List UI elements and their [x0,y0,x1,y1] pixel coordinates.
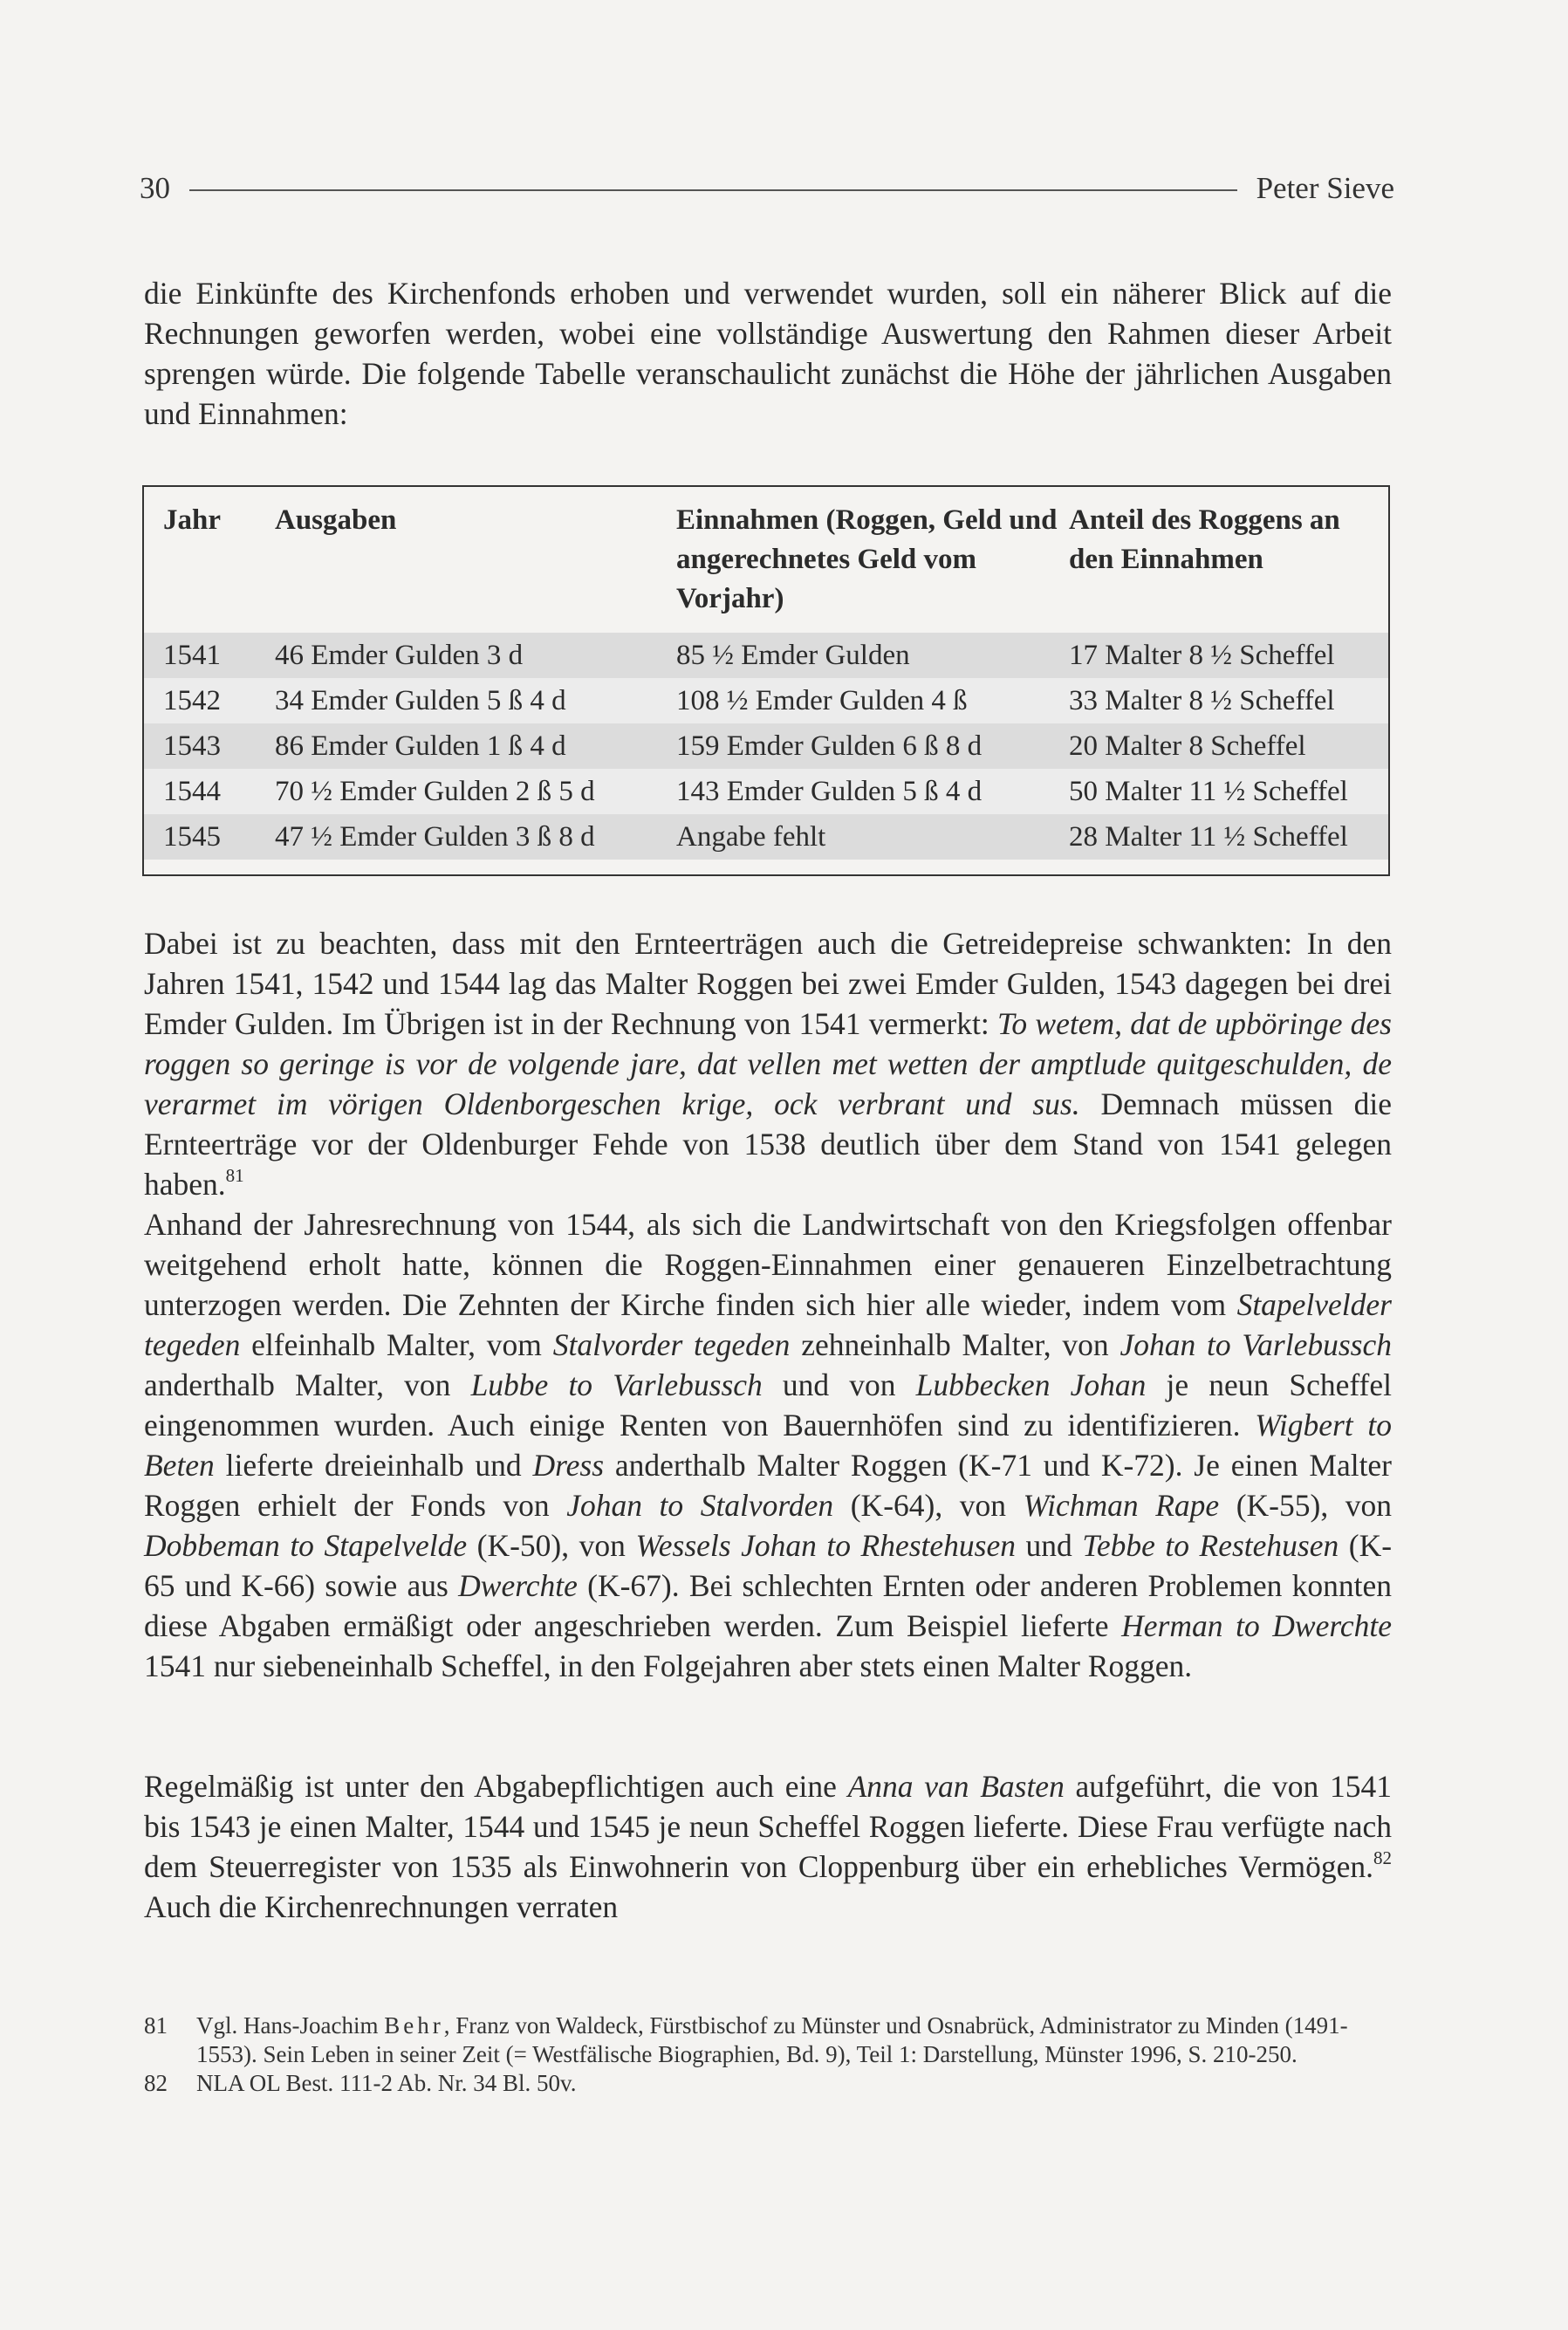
table-row [144,678,1388,723]
body-paragraph [144,1204,1392,1686]
name-italic: Wigbert to Beten [144,1408,1392,1483]
table-cell: 46 Emder Gulden 3 d [275,633,676,678]
table-cell: 34 Emder Gulden 5 ß 4 d [275,678,676,723]
name-italic: Anna van Basten [847,1769,1065,1804]
table-cell: 1541 [144,633,275,678]
text-run: je neun Scheffel eingenommen wurden. Auch einige Renten von Bauernhöfen sind zu identifizieren. [144,1367,1393,1443]
text-run: (K-55), von [1219,1488,1392,1523]
footnote-ref: 82 [1373,1847,1392,1868]
name-italic: Dress [532,1448,605,1483]
income-expense-table [142,485,1390,876]
table-cell: 108 ½ Emder Gulden 4 ß [676,678,1069,723]
text-run: Auch die Kirchenrechnungen verraten [144,1889,619,1924]
table-cell: 86 Emder Gulden 1 ß 4 d [275,723,676,769]
footnote-number: 82 [144,2070,168,2096]
text-run: Demnach müssen die Ernteerträge vor der Oldenburger Fehde von 1538 deutlich über dem Stand von 1541 gelegen haben. [144,1086,1392,1202]
text-run: Anhand der Jahresrechnung von 1544, als sich die Landwirtschaft von den Kriegsfolgen offenbar weitgehend erholt hatte, können die Roggen-Einnahmen einer genaueren Einzelbetrachtung unterzogen werden. Die Zehnten der Kirche finden sich hier alle wieder, indem vom [144,1207,1392,1322]
footnotes [144,2011,1392,2098]
column-header: Ausgaben [275,504,397,536]
name-italic: Johan to Stalvorden [566,1488,834,1523]
text-run: anderthalb Malter, von [144,1367,471,1402]
table-cell: 1543 [144,723,275,769]
footnote-text: NLA OL Best. 111-2 Ab. Nr. 34 Bl. 50v. [196,2070,577,2096]
table-cell: 50 Malter 11 ½ Scheffel [1069,769,1388,814]
table-header-row [144,487,1388,633]
name-italic: Wichman Rape [1023,1488,1220,1523]
name-italic: Dwerchte [458,1568,578,1603]
table-cell: 143 Emder Gulden 5 ß 4 d [676,769,1069,814]
name-italic: Tebbe to Restehusen [1082,1528,1339,1563]
footnote-number: 81 [144,2012,168,2039]
table-cell: 28 Malter 11 ½ Scheffel [1069,814,1388,860]
table-row [144,769,1388,814]
name-italic: Johan to Varlebussch [1120,1327,1392,1362]
running-author: Peter Sieve [1256,171,1394,205]
text-run: Dabei ist zu beachten, dass mit den Ernteerträgen auch die Getreidepreise schwankten: In den Jahren 1541, 1542 und 1544 lag das Malter Roggen bei zwei Emder Gulden, 1543 dagegen bei drei Emder Gulden. Im Übrigen ist in der Rechnung von 1541 vermerkt: [144,926,1392,1041]
author-name: Behr [384,2012,444,2039]
text-run: zehneinhalb Malter, von [790,1327,1120,1362]
table-cell: Angabe fehlt [676,814,1069,860]
footnote [144,2011,1392,2069]
text-run: 1541 nur siebeneinhalb Scheffel, in den Folgejahren aber stets einen Malter Roggen. [144,1648,1193,1683]
text-run: lieferte dreieinhalb und [214,1448,533,1483]
name-italic: Stapelvelder tegeden [144,1287,1392,1362]
text-run: (K-67). Bei schlechten Ernten oder anderen Problemen konnten diese Abgaben ermäßigt oder angeschrieben werden. Zum Beispiel lieferte [144,1568,1392,1643]
table-cell: 17 Malter 8 ½ Scheffel [1069,633,1388,678]
intro-paragraph: die Einkünfte des Kirchenfonds erhoben und verwendet wurden, soll ein näherer Blick auf die Rechnungen geworfen werden, wobei eine vollständige Auswertung den Rahmen dieser Arbeit sprengen würde. Die folgende Tabelle veranschaulicht zunächst die Höhe der jährlichen Ausgaben und Einnahmen: [144,276,1392,431]
header-rule [189,189,1237,191]
name-italic: Lubbecken Johan [915,1367,1147,1402]
table-cell: 20 Malter 8 Scheffel [1069,723,1388,769]
text-run: anderthalb Malter Roggen (K-71 und K-72). Je einen Malter Roggen erhielt der Fonds von [144,1448,1393,1523]
text-run: Vgl. Hans-Joachim [196,2012,385,2039]
name-italic: Stalvorder tegeden [552,1327,791,1362]
table-cell: 1544 [144,769,275,814]
table-cell: 33 Malter 8 ½ Scheffel [1069,678,1388,723]
table-row [144,633,1388,678]
page-number: 30 [140,171,170,205]
text-run: elfeinhalb Malter, vom [240,1327,553,1362]
table-row [144,814,1388,860]
quoted-source: To wetem, dat de upböringe des roggen so geringe is vor de volgende jare, dat vellen met wetten der amptlude quitgeschulden, de verarmet im vörigen Oldenborgeschen krige, ock verbrant und sus. [144,1006,1392,1121]
text-run: (K-65 und K-66) sowie aus [144,1528,1393,1603]
table-cell: 70 ½ Emder Gulden 2 ß 5 d [275,769,676,814]
body-paragraph [144,1766,1392,1927]
name-italic: Herman to Dwerchte [1121,1608,1392,1643]
table-cell: 159 Emder Gulden 6 ß 8 d [676,723,1069,769]
column-header: Einnahmen (Roggen, Geld und angerechnetes Geld vom Vorjahr) [676,504,1058,614]
footnote [144,2069,1392,2098]
footnote-ref: 81 [225,1165,244,1186]
column-header: Jahr [163,504,221,536]
text-run: und [1016,1528,1083,1563]
text-run: aufgeführt, die von 1541 bis 1543 je einen Malter, 1544 und 1545 je neun Scheffel Roggen lieferte. Diese Frau verfügte nach dem Steuerregister von 1535 als Einwohnerin von Cloppenburg über ein erhebliches Vermögen. [144,1769,1392,1884]
text-run: (K-50), von [467,1528,636,1563]
text-run: und von [762,1367,916,1402]
name-italic: Wessels Johan to Rhestehusen [635,1528,1016,1563]
text-run: Regelmäßig ist unter den Abgabepflichtigen auch eine [144,1769,848,1804]
footnote-text [196,2011,1392,2069]
table-cell: 85 ½ Emder Gulden [676,633,1069,678]
name-italic: Dobbeman to Stapelvelde [144,1528,468,1563]
text-run: , Franz von Waldeck, Fürstbischof zu Münster und Osnabrück, Administrator zu Minden (1491-1553). Sein Leben in seiner Zeit (= Westfälische Biographien, Bd. 9), Teil 1: Darstellung, Münster 1996, S. 210-250. [196,2012,1348,2067]
running-header [140,164,1394,213]
column-header: Anteil des Roggens an den Einnahmen [1069,504,1340,575]
table-cell: 1542 [144,678,275,723]
table-cell: 1545 [144,814,275,860]
body-paragraph [144,923,1392,1204]
table-row [144,723,1388,769]
name-italic: Lubbe to Varlebussch [470,1367,763,1402]
table-cell: 47 ½ Emder Gulden 3 ß 8 d [275,814,676,860]
text-run: (K-64), von [833,1488,1024,1523]
